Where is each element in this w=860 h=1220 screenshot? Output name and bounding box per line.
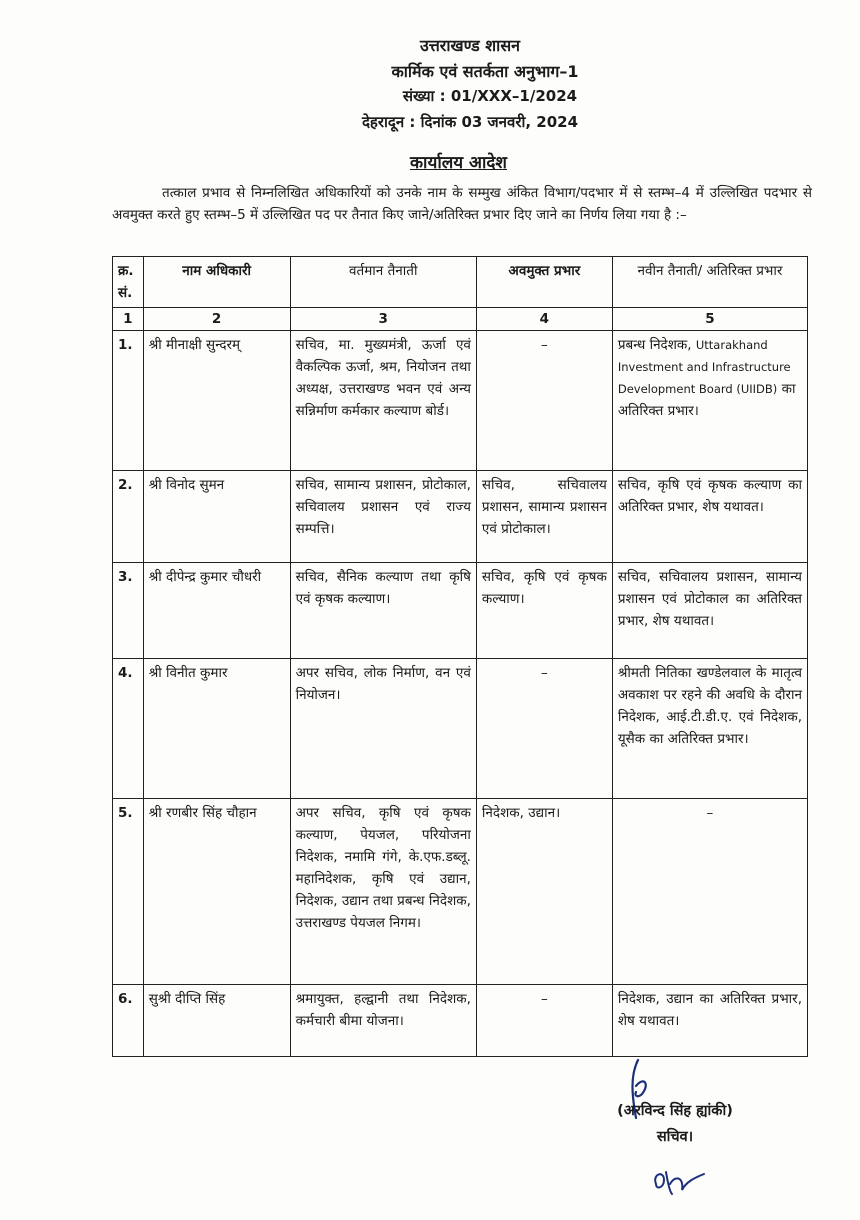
header-current: वर्तमान तैनाती <box>290 257 476 308</box>
handwritten-initials-icon <box>650 1160 710 1200</box>
row-current: अपर सचिव, कृषि एवं कृषक कल्याण, पेयजल, परियोजना निदेशक, नमामि गंगे, के.एफ.डब्लू. महानिदेशक, कृषि एवं उद्यान, निदेशक, उद्यान तथा प्रबन्ध निदेशक, उत्तराखण्ड पेयजल निगम। <box>290 799 476 985</box>
signatory-block <box>585 1100 765 1146</box>
row-name: श्री रणबीर सिंह चौहान <box>143 799 290 985</box>
row-sn: 6. <box>113 985 144 1057</box>
row-new-suffix: का अतिरिक्त प्रभार। <box>617 381 796 419</box>
row-new: – <box>612 799 807 985</box>
row-new-english: Uttarakhand Investment and Infrastructure Development Board (UIIDB) <box>617 338 791 396</box>
row-new: श्रीमती नितिका खण्डेलवाल के मातृत्व अवकाश पर रहने की अवधि के दौरान निदेशक, आई.टी.डी.ए. एवं निदेशक, यूसैक का अतिरिक्त प्रभार। <box>612 659 807 799</box>
header-sn: क्र. सं. <box>113 257 144 308</box>
place-date: देहरादून : दिनांक 03 जनवरी, 2024 <box>361 113 579 131</box>
row-sn: 3. <box>113 563 144 659</box>
col-number: 5 <box>612 308 807 331</box>
col-number: 4 <box>476 308 612 331</box>
table-row <box>113 659 808 799</box>
row-relieved: सचिव, सचिवालय प्रशासन, सामान्य प्रशासन एवं प्रोटोकाल। <box>476 471 612 563</box>
table-row <box>113 471 808 563</box>
govt-heading: उत्तराखण्ड शासन <box>419 36 521 55</box>
signatory-name: (अरविन्द सिंह ह्यांकी) <box>617 1103 733 1119</box>
row-relieved: निदेशक, उद्यान। <box>476 799 612 985</box>
col-number: 3 <box>290 308 476 331</box>
column-number-row <box>113 308 808 331</box>
row-new: सचिव, सचिवालय प्रशासन, सामान्य प्रशासन एवं प्रोटोकाल का अतिरिक्त प्रभार, शेष यथावत। <box>612 563 807 659</box>
row-sn: 4. <box>113 659 144 799</box>
col-number: 1 <box>113 308 144 331</box>
row-name: श्री दीपेन्द्र कुमार चौधरी <box>143 563 290 659</box>
row-relieved: – <box>476 985 612 1057</box>
header-relieved: अवमुक्त प्रभार <box>476 257 612 308</box>
row-relieved: सचिव, कृषि एवं कृषक कल्याण। <box>476 563 612 659</box>
row-new <box>612 331 807 471</box>
table-row <box>113 799 808 985</box>
row-new: सचिव, कृषि एवं कृषक कल्याण का अतिरिक्त प्रभार, शेष यथावत। <box>612 471 807 563</box>
row-sn: 1. <box>113 331 144 471</box>
row-name: सुश्री दीप्ति सिंह <box>143 985 290 1057</box>
header-name: नाम अधिकारी <box>143 257 290 308</box>
header-new: नवीन तैनाती/ अतिरिक्त प्रभार <box>612 257 807 308</box>
row-name: श्री विनोद सुमन <box>143 471 290 563</box>
row-name: श्री मीनाक्षी सुन्दरम् <box>143 331 290 471</box>
order-number: संख्या : 01/XXX–1/2024 <box>402 87 578 105</box>
col-number: 2 <box>143 308 290 331</box>
page-title: कार्यालय आदेश <box>410 153 507 173</box>
table-row <box>113 563 808 659</box>
row-current: अपर सचिव, लोक निर्माण, वन एवं नियोजन। <box>290 659 476 799</box>
signatory-designation: सचिव। <box>656 1129 694 1145</box>
row-current: श्रमायुक्त, हल्द्वानी तथा निदेशक, कर्मचारी बीमा योजना। <box>290 985 476 1057</box>
row-current: सचिव, सामान्य प्रशासन, प्रोटोकाल, सचिवालय प्रशासन एवं राज्य सम्पत्ति। <box>290 471 476 563</box>
row-current: सचिव, सैनिक कल्याण तथा कृषि एवं कृषक कल्याण। <box>290 563 476 659</box>
table-row <box>113 985 808 1057</box>
section-heading: कार्मिक एवं सतर्कता अनुभाग–1 <box>391 62 579 81</box>
row-sn: 5. <box>113 799 144 985</box>
row-name: श्री विनीत कुमार <box>143 659 290 799</box>
row-new: निदेशक, उद्यान का अतिरिक्त प्रभार, शेष यथावत। <box>612 985 807 1057</box>
intro-paragraph: तत्काल प्रभाव से निम्नलिखित अधिकारियों को उनके नाम के सम्मुख अंकित विभाग/पदभार में से स्तम्भ–4 में उल्लिखित पदभार से अवमुक्त करते हुए स्तम्भ–5 में उल्लिखित पद पर तैनात किए जाने/अतिरिक्त प्रभार दिए जाने का निर्णय लिया गया है :– <box>112 185 812 223</box>
posting-table <box>112 256 808 1057</box>
row-relieved: – <box>476 331 612 471</box>
row-current: सचिव, मा. मुख्यमंत्री, ऊर्जा एवं वैकल्पिक ऊर्जा, श्रम, नियोजन तथा अध्यक्ष, उत्तराखण्ड भवन एवं अन्य सन्निर्माण कर्मकार कल्याण बोर्ड। <box>290 331 476 471</box>
table-row <box>113 331 808 471</box>
row-relieved: – <box>476 659 612 799</box>
row-new-prefix: प्रबन्ध निदेशक, <box>617 337 696 353</box>
table-header-row <box>113 257 808 308</box>
row-sn: 2. <box>113 471 144 563</box>
